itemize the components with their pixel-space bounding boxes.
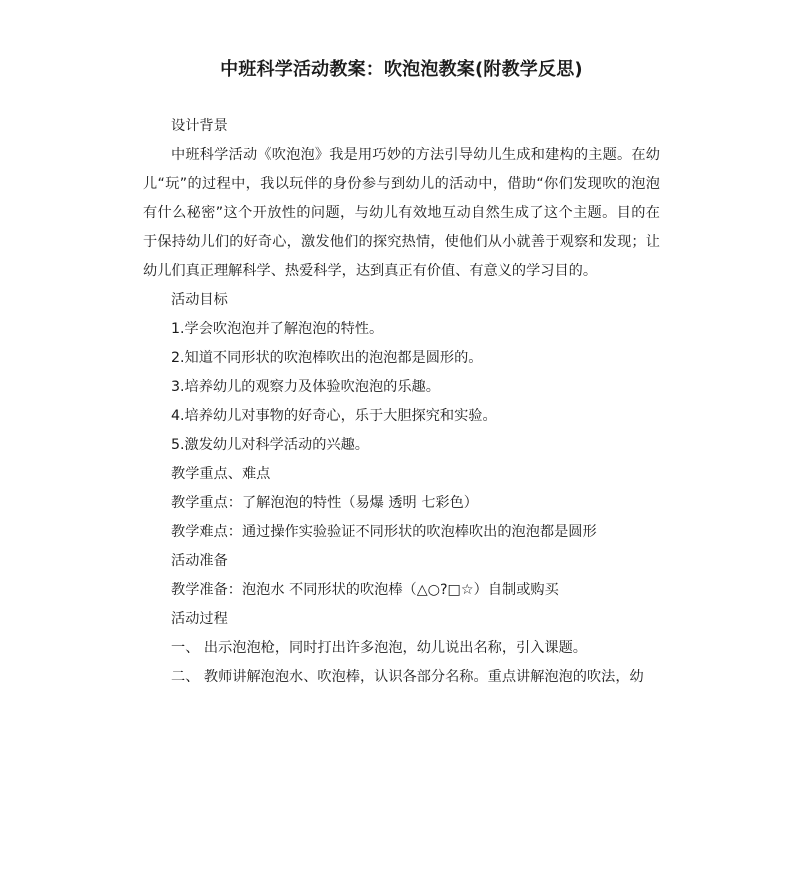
background-paragraph: 中班科学活动《吹泡泡》我是用巧妙的方法引导幼儿生成和建构的主题。在幼儿“玩”的过程中，我以玩伴的身份参与到幼儿的活动中，借助“你们发现吹的泡泡有什么秘密”这个开放性的问题，与幼儿有效地互动自然生成了这个主题。目的在于保持幼儿们的好奇心，激发他们的探究热情，使他们从小就善于观察和发现；让幼儿们真正理解科学、热爱科学，达到真正有价值、有意义的学习目的。 — [143, 147, 660, 279]
preparation-text: 教学准备：泡泡水 不同形状的吹泡棒（△○?□☆）自制或购买 — [171, 582, 559, 598]
process-step: 二、 教师讲解泡泡水、吹泡棒，认识各部分名称。重点讲解泡泡的吹法，幼 — [171, 669, 644, 685]
section-heading-goals: 活动目标 — [171, 292, 228, 308]
goal-item: 2.知道不同形状的吹泡棒吹出的泡泡都是圆形的。 — [171, 350, 483, 366]
goal-item: 3.培养幼儿的观察力及体验吹泡泡的乐趣。 — [171, 379, 440, 395]
difficult-point-text: 教学难点：通过操作实验验证不同形状的吹泡棒吹出的泡泡都是圆形 — [171, 524, 597, 540]
document-title: 中班科学活动教案：吹泡泡教案(附教学反思) — [220, 59, 583, 80]
goal-item: 1.学会吹泡泡并了解泡泡的特性。 — [171, 321, 384, 337]
section-heading-background: 设计背景 — [171, 118, 228, 134]
section-heading-process: 活动过程 — [171, 611, 228, 627]
key-point-text: 教学重点：了解泡泡的特性（易爆 透明 七彩色） — [171, 495, 478, 511]
section-heading-preparation: 活动准备 — [171, 553, 228, 569]
section-heading-key-points: 教学重点、难点 — [171, 466, 271, 482]
goal-item: 4.培养幼儿对事物的好奇心，乐于大胆探究和实验。 — [171, 408, 497, 424]
goal-item: 5.激发幼儿对科学活动的兴趣。 — [171, 437, 369, 453]
process-step: 一、 出示泡泡枪，同时打出许多泡泡，幼儿说出名称，引入课题。 — [171, 640, 587, 656]
